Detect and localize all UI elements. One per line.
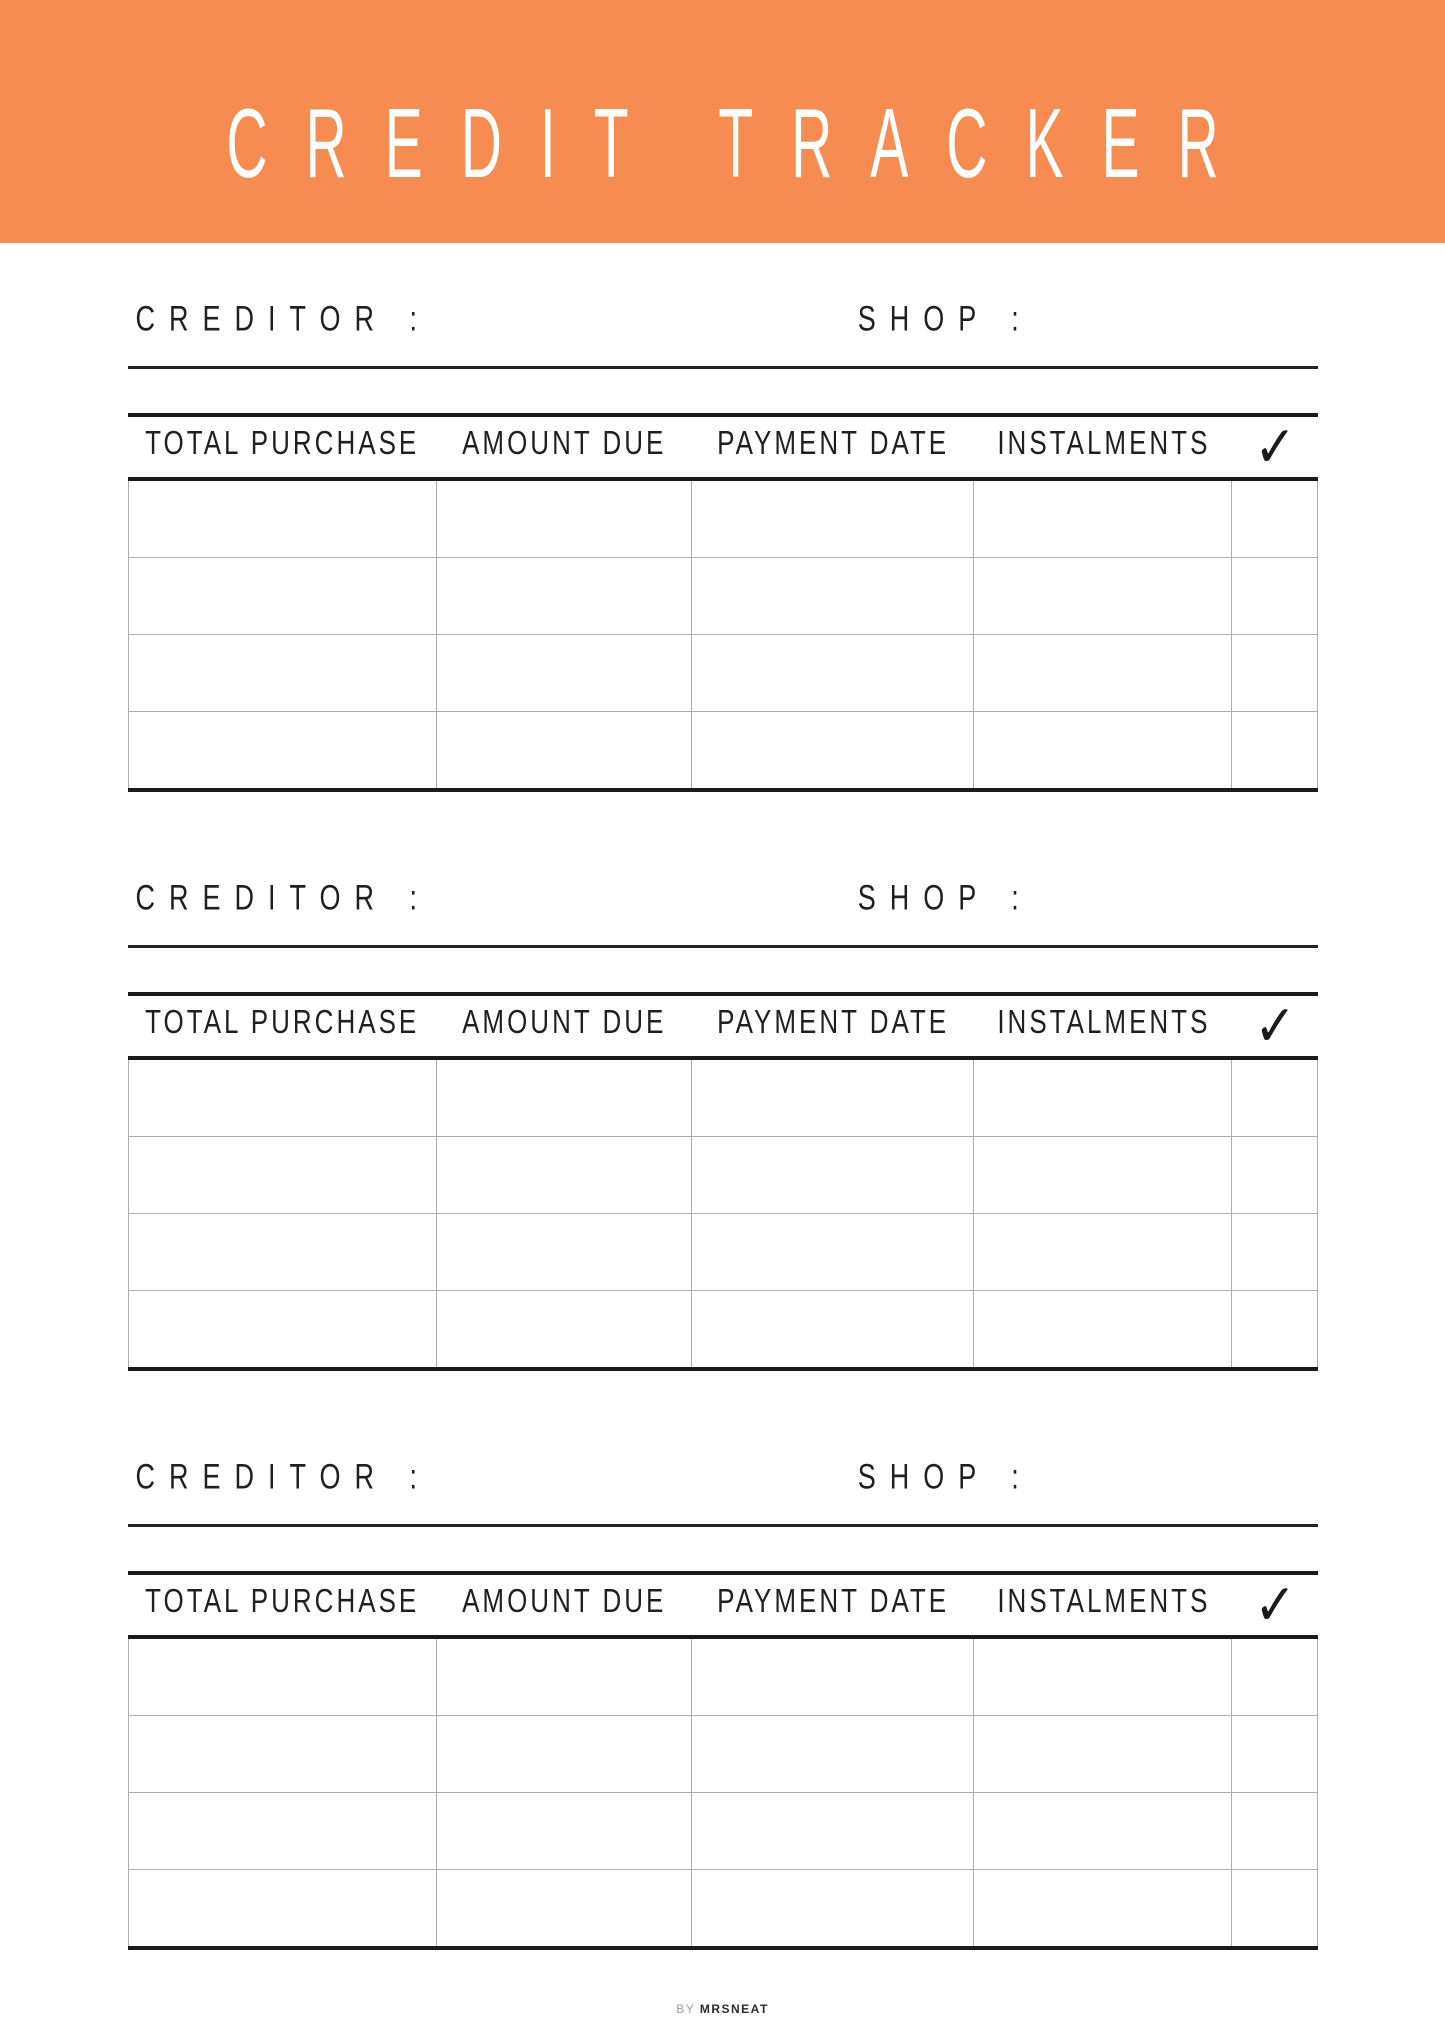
- table-cell: [692, 481, 975, 557]
- table-cell: [129, 712, 438, 788]
- tracker-table: [128, 413, 1318, 792]
- table-cell: [129, 1137, 438, 1213]
- table-cell: [1232, 1716, 1316, 1792]
- table-cell: [692, 1793, 975, 1869]
- table-cell: [692, 1060, 975, 1136]
- shop-field: [857, 878, 1318, 925]
- table-row: [129, 635, 1317, 712]
- column-header-check: [1233, 993, 1318, 1059]
- table-row: [129, 712, 1317, 788]
- tracker-section-1: [128, 299, 1318, 792]
- table-cell: [1232, 1214, 1316, 1290]
- creditor-field: [135, 299, 858, 346]
- table-cell: [437, 1060, 691, 1136]
- table-cell: [692, 1137, 975, 1213]
- table-row: [129, 1639, 1317, 1716]
- table-cell: [1232, 1137, 1316, 1213]
- table-cell: [1232, 635, 1316, 711]
- table-cell: [692, 1716, 975, 1792]
- table-cell: [129, 1716, 438, 1792]
- tracker-table: [128, 1571, 1318, 1950]
- column-header-total-purchase: TOTAL PURCHASE: [145, 422, 420, 462]
- table-cell: [974, 1639, 1232, 1715]
- page-content: [128, 299, 1318, 2016]
- column-header-instalments: INSTALMENTS: [997, 1580, 1211, 1620]
- table-header-row: [128, 414, 1318, 481]
- table-cell: [692, 1291, 975, 1367]
- page-title: CREDIT TRACKER: [226, 88, 1257, 199]
- header-banner: [0, 0, 1445, 243]
- table-cell: [1232, 712, 1316, 788]
- table-body: [128, 1639, 1318, 1946]
- shop-field: [857, 1457, 1318, 1504]
- table-cell: [974, 712, 1232, 788]
- table-cell: [974, 1716, 1232, 1792]
- table-cell: [974, 635, 1232, 711]
- table-body: [128, 481, 1318, 788]
- creditor-shop-row: [128, 878, 1318, 948]
- creditor-shop-row: [128, 1457, 1318, 1527]
- table-cell: [1232, 1793, 1316, 1869]
- table-cell: [437, 1639, 691, 1715]
- table-cell: [692, 635, 975, 711]
- shop-label: SHOP :: [857, 878, 1033, 918]
- table-cell: [692, 1639, 975, 1715]
- table-cell: [1232, 1639, 1316, 1715]
- table-row: [129, 558, 1317, 635]
- shop-label: SHOP :: [857, 299, 1033, 339]
- table-cell: [129, 1214, 438, 1290]
- table-row: [129, 1214, 1317, 1291]
- shop-label: SHOP :: [857, 1457, 1033, 1497]
- table-row: [129, 1291, 1317, 1367]
- table-cell: [437, 712, 691, 788]
- table-row: [129, 1793, 1317, 1870]
- table-header-row: [128, 993, 1318, 1060]
- creditor-label: CREDITOR :: [135, 878, 432, 918]
- table-cell: [974, 1870, 1232, 1946]
- table-row: [129, 481, 1317, 558]
- column-header-instalments: INSTALMENTS: [997, 1001, 1211, 1041]
- column-header-total-purchase: TOTAL PURCHASE: [145, 1001, 420, 1041]
- creditor-shop-row: [128, 299, 1318, 369]
- table-cell: [437, 635, 691, 711]
- table-cell: [1232, 558, 1316, 634]
- column-header-check: [1233, 414, 1318, 480]
- table-row: [129, 1137, 1317, 1214]
- shop-field: [857, 299, 1318, 346]
- table-cell: [1232, 481, 1316, 557]
- column-header-instalments: INSTALMENTS: [997, 422, 1211, 462]
- table-cell: [437, 558, 691, 634]
- creditor-label: CREDITOR :: [135, 1457, 432, 1497]
- tracker-section-2: [128, 878, 1318, 1371]
- table-cell: [129, 1870, 438, 1946]
- table-cell: [437, 1870, 691, 1946]
- creditor-label: CREDITOR :: [135, 299, 432, 339]
- table-cell: [129, 635, 438, 711]
- table-cell: [1232, 1870, 1316, 1946]
- table-cell: [129, 1291, 438, 1367]
- table-cell: [974, 1137, 1232, 1213]
- table-cell: [1232, 1060, 1316, 1136]
- table-cell: [692, 1870, 975, 1946]
- table-cell: [974, 1214, 1232, 1290]
- table-cell: [129, 558, 438, 634]
- table-cell: [974, 558, 1232, 634]
- table-cell: [437, 1793, 691, 1869]
- check-icon: ✓: [1254, 1572, 1297, 1638]
- table-cell: [974, 1291, 1232, 1367]
- tracker-table: [128, 992, 1318, 1371]
- table-body: [128, 1060, 1318, 1367]
- table-cell: [437, 1137, 691, 1213]
- creditor-field: [135, 878, 858, 925]
- tracker-section-3: [128, 1457, 1318, 1950]
- column-header-total-purchase: TOTAL PURCHASE: [145, 1580, 420, 1620]
- table-cell: [974, 1793, 1232, 1869]
- table-cell: [129, 1639, 438, 1715]
- table-cell: [129, 481, 438, 557]
- column-header-amount-due: AMOUNT DUE: [462, 422, 667, 462]
- table-cell: [129, 1060, 438, 1136]
- table-row: [129, 1716, 1317, 1793]
- column-header-payment-date: PAYMENT DATE: [717, 1001, 950, 1041]
- table-cell: [974, 1060, 1232, 1136]
- table-header-row: [128, 1572, 1318, 1639]
- table-row: [129, 1870, 1317, 1946]
- table-cell: [437, 481, 691, 557]
- column-header-payment-date: PAYMENT DATE: [717, 422, 950, 462]
- footer-by: BY: [676, 2002, 695, 2016]
- table-cell: [692, 712, 975, 788]
- footer-brand: MRSNEAT: [699, 2002, 769, 2016]
- column-header-amount-due: AMOUNT DUE: [462, 1580, 667, 1620]
- check-icon: ✓: [1254, 414, 1297, 480]
- table-cell: [1232, 1291, 1316, 1367]
- table-cell: [692, 558, 975, 634]
- column-header-amount-due: AMOUNT DUE: [462, 1001, 667, 1041]
- table-cell: [437, 1291, 691, 1367]
- column-header-payment-date: PAYMENT DATE: [717, 1580, 950, 1620]
- column-header-check: [1233, 1572, 1318, 1638]
- table-cell: [437, 1716, 691, 1792]
- table-row: [129, 1060, 1317, 1137]
- table-cell: [129, 1793, 438, 1869]
- check-icon: ✓: [1254, 993, 1297, 1059]
- creditor-field: [135, 1457, 858, 1504]
- table-cell: [692, 1214, 975, 1290]
- table-cell: [974, 481, 1232, 557]
- footer: [128, 2002, 1318, 2016]
- table-cell: [437, 1214, 691, 1290]
